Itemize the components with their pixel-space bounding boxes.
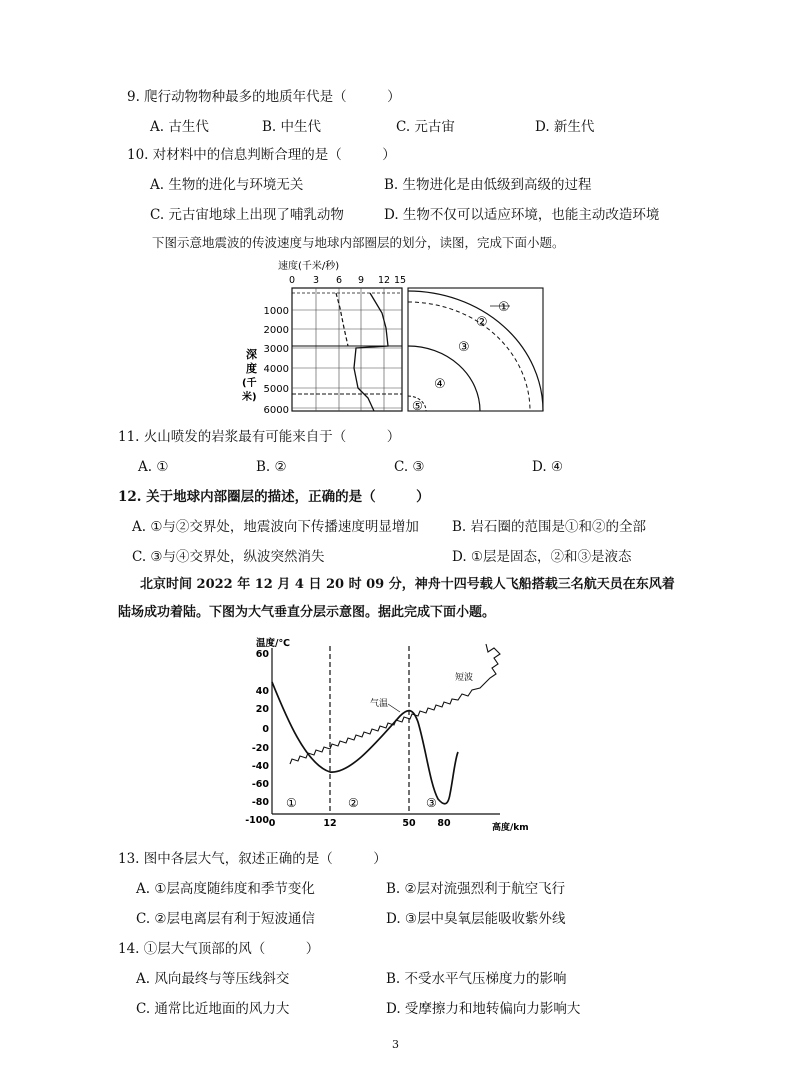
height-tick: 0: [268, 818, 276, 829]
q12-option-a: A. ①与②交界处，地震波向下传播速度明显增加: [132, 519, 419, 535]
atmosphere-figure: [245, 634, 540, 836]
shortwave-curve: [290, 644, 500, 764]
q11-option-d: D. ④: [532, 459, 564, 475]
layer-outer-arc: [408, 291, 543, 411]
height-tick: 12: [323, 818, 337, 829]
seismic-wave-figure: [240, 258, 550, 418]
q14-option-c: C. 通常比近地面的风力大: [136, 1001, 290, 1017]
temp-tick: -80: [251, 797, 269, 808]
depth-axis-label: 度: [246, 362, 257, 375]
q14-stem: 14. ①层大气顶部的风（ ）: [118, 941, 320, 957]
q10-option-d: D. 生物不仅可以适应环境，也能主动改造环境: [384, 207, 660, 223]
depth-axis-label: (千: [242, 378, 257, 389]
q11-option-a: A. ①: [138, 459, 169, 475]
q11-stem: 11. 火山喷发的岩浆最有可能来自于（ ）: [118, 429, 401, 445]
shortwave-curve-label: 短波: [455, 673, 474, 683]
speed-tick: 3: [312, 275, 320, 286]
layer-mark-3: ③: [426, 796, 437, 810]
q11-option-b: B. ②: [256, 459, 287, 475]
depth-axis-label: 深: [246, 348, 257, 361]
temp-tick: 40: [255, 686, 269, 697]
layer-mark-3: ③: [458, 340, 470, 355]
layer-mark-5: ⑤: [412, 399, 423, 413]
temp-tick: 60: [255, 649, 269, 660]
p-wave-curve: [354, 293, 388, 411]
layer-dashed-arc: [408, 302, 530, 411]
temp-axis-label: 温度/℃: [256, 638, 290, 649]
temp-tick: -40: [251, 761, 269, 772]
page-number: 3: [392, 1038, 399, 1051]
q9-stem: 9. 爬行动物物种最多的地质年代是（ ）: [127, 89, 401, 105]
speed-tick: 15: [393, 275, 407, 286]
temp-tick: -20: [251, 743, 269, 754]
layer-mark-2: ②: [348, 796, 359, 810]
speed-tick: 6: [335, 275, 343, 286]
temp-tick: -100: [245, 815, 269, 826]
intro-earthquake: 下图示意地震波的传波速度与地球内部圈层的划分，读图，完成下面小题。: [152, 235, 565, 250]
q13-option-b: B. ②层对流强烈利于航空飞行: [386, 881, 566, 897]
depth-tick: 1000: [263, 306, 289, 317]
q13-option-a: A. ①层高度随纬度和季节变化: [136, 881, 315, 897]
depth-tick: 6000: [263, 405, 289, 416]
intro-shenzhou-line2: 陆场成功着陆。下图为大气垂直分层示意图。据此完成下面小题。: [118, 605, 496, 620]
layer-mark-1: ①: [286, 796, 297, 810]
layer-mark-4: ④: [434, 377, 446, 392]
q14-option-d: D. 受摩擦力和地转偏向力影响大: [386, 1001, 581, 1017]
speed-tick: 0: [288, 275, 296, 286]
q10-stem: 10. 对材料中的信息判断合理的是（ ）: [127, 147, 396, 163]
q14-option-a: A. 风向最终与等压线斜交: [136, 971, 290, 987]
temperature-curve-label: 气温: [370, 699, 389, 709]
depth-tick: 4000: [263, 364, 289, 375]
depth-axis-label: 米): [242, 392, 257, 403]
layer-mark-1: ①: [498, 300, 510, 315]
height-tick: 80: [437, 818, 451, 829]
speed-tick: 12: [377, 275, 391, 286]
temperature-curve: [272, 682, 458, 804]
q14-option-b: B. 不受水平气压梯度力的影响: [386, 971, 567, 987]
q9-option-b: B. 中生代: [262, 119, 322, 135]
q9-option-d: D. 新生代: [535, 119, 595, 135]
q13-stem: 13. 图中各层大气，叙述正确的是（ ）: [118, 851, 387, 867]
q9-option-c: C. 元古宙: [396, 119, 455, 135]
s-wave-curve: [336, 293, 348, 346]
layer-mark-2: ②: [476, 315, 488, 330]
temp-tick: 20: [255, 704, 269, 715]
q12-option-d: D. ①层是固态，②和③是液态: [452, 549, 632, 565]
q9-option-a: A. 古生代: [150, 119, 209, 135]
depth-tick: 2000: [263, 325, 289, 336]
depth-tick: 3000: [263, 344, 289, 355]
height-axis-label: 高度/km: [492, 823, 529, 833]
q12-stem: 12. 关于地球内部圈层的描述，正确的是（ ）: [118, 489, 430, 505]
depth-tick: 5000: [263, 384, 289, 395]
q12-option-b: B. 岩石圈的范围是①和②的全部: [452, 519, 647, 535]
q10-option-b: B. 生物进化是由低级到高级的过程: [384, 177, 592, 193]
q13-option-d: D. ③层中臭氧层能吸收紫外线: [386, 911, 566, 927]
q12-option-c: C. ③与④交界处，纵波突然消失: [132, 549, 325, 565]
speed-tick: 9: [357, 275, 365, 286]
height-tick: 50: [402, 818, 416, 829]
intro-shenzhou-line1: 北京时间 2022 年 12 月 4 日 20 时 09 分，神舟十四号载人飞船搭载三名航天员在东风着: [140, 577, 675, 592]
q10-option-c: C. 元古宙地球上出现了哺乳动物: [150, 207, 344, 223]
q11-option-c: C. ③: [394, 459, 425, 475]
temp-tick: 0: [262, 724, 269, 735]
speed-axis-label: 速度(千米/秒): [278, 261, 340, 272]
q10-option-a: A. 生物的进化与环境无关: [150, 177, 304, 193]
temp-tick: -60: [251, 779, 269, 790]
q13-option-c: C. ②层电离层有利于短波通信: [136, 911, 316, 927]
